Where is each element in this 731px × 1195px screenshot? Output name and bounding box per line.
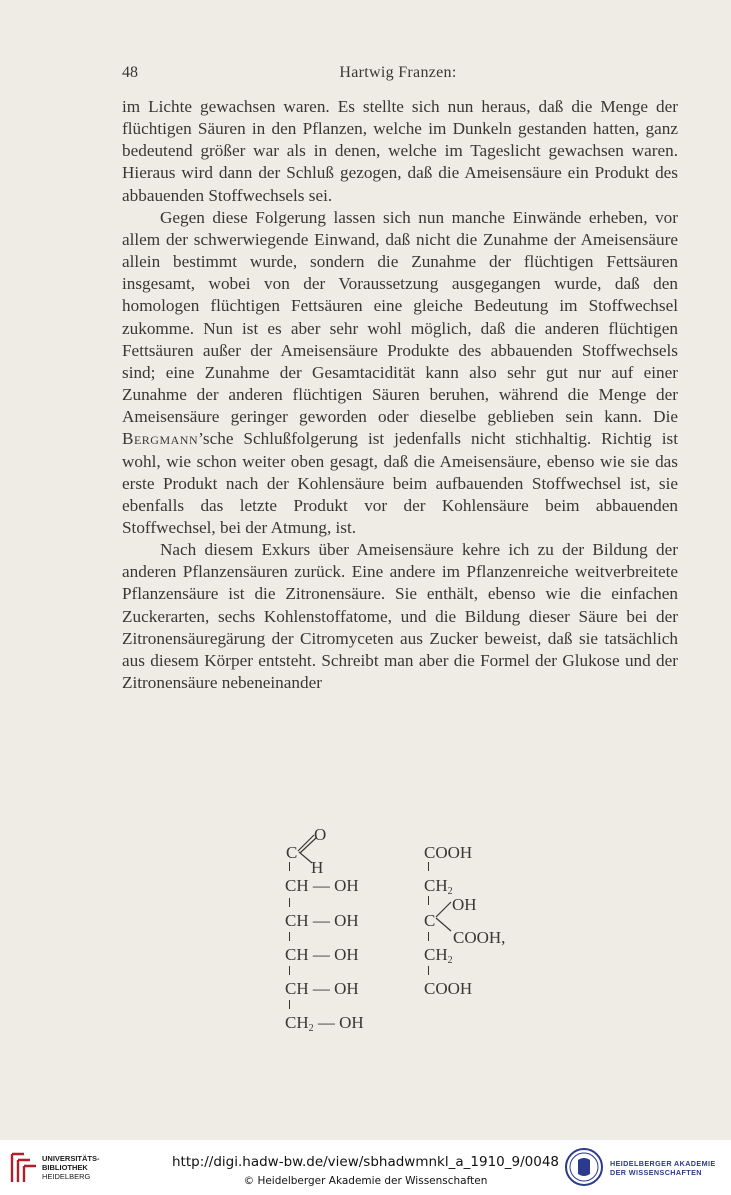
glucose-aldehyde-hydrogen: H — [311, 858, 324, 877]
body-text — [122, 96, 678, 694]
citric-middle-cooh: COOH, — [453, 928, 506, 947]
citric-ch2-lower: $CH_2$ — [424, 945, 453, 966]
chemical-formulas — [270, 820, 550, 1040]
page-number: 48 — [122, 64, 138, 81]
running-head: Hartwig Franzen: — [339, 64, 457, 81]
glucose-terminal-group: $CH_2$ — OH — [285, 1013, 364, 1034]
citric-ch2-upper: $CH_2$ — [424, 876, 453, 897]
citric-hydroxyl: OH — [452, 895, 477, 914]
citric-top-cooh: COOH — [424, 843, 473, 862]
glucose-chain-2: CH — OH — [285, 911, 359, 930]
glucose-aldehyde-carbon: C — [286, 843, 298, 862]
glucose-chain-3: CH — OH — [285, 945, 359, 964]
glucose-aldehyde-oxygen: O — [314, 825, 327, 844]
glucose-chain-4: CH — OH — [285, 979, 359, 998]
citric-central-carbon: C — [424, 911, 436, 930]
glucose-chain-1: CH — OH — [285, 876, 359, 895]
paragraph-2: Gegen diese Folgerung lassen sich nun manche Einwände erheben, vor allem der schwerwiegende Einwand, daß nicht die Zunahme der Ameisensäure allein bestimmt wurde, sondern die Zunahme der flüchtigen Fettsäuren insgesamt, wobei von der Voraussetzung ausgegangen wurde, daß den homologen flüchtigen Fettsäuren eine gleiche Bedeutung im Stoffwechsel zukomme. Nun ist es aber sehr wohl möglich, daß die anderen flüchtigen Fettsäuren außer der Ameisensäure Produkte des abbauenden Stoffwechsels sind; eine Zunahme der Gesamtacidität kann also sehr gut nur auf einer Zunahme der anderen flüchtigen Säuren beruhen, während die Menge der Ameisensäure geringer geworden oder dieselbe geblieben sein kann. Die Bergmann’sche Schlußfolgerung ist jedenfalls nicht stichhaltig. Richtig ist wohl, wie schon weiter oben gesagt, daß die Ameisensäure, ebenso wie sie das erste Produkt nach der Kohlensäure beim aufbauenden Stoffwechsel ist, sie ebenfalls das letzte Produkt vor der Kohlensäure beim abbauenden Stoffwechsel, bei der Atmung, ist. — [122, 207, 678, 537]
copyright-notice: © Heidelberger Akademie der Wissenschaften — [243, 1175, 488, 1187]
paragraph-1: im Lichte gewachsen waren. Es stellte sich nun heraus, daß die Menge der flüchtigen Säuren in den Pflanzen, welche im Dunkeln gestanden hatten, ganz bedeutend größer war als in denen, welche im Tageslicht gewachsen waren. Hieraus wird dann der Schluß gezogen, daß die Ameisensäure ein Produkt des abbauenden Stoffwechsels sei. — [122, 97, 678, 205]
paragraph-3: Nach diesem Exkurs über Ameisensäure kehre ich zu der Bildung der anderen Pflanzensäuren zurück. Eine andere im Pflanzenreiche weitverbreitete Pflanzensäure ist die Zitronensäure. Sie enthält, ebenso wie die einfachen Zuckerarten, sechs Kohlenstoffatome, und die Bildung dieser Säure bei der Zitronensäuregärung der Citromyceten aus Zucker beweist, daß sie tatsächlich aus diesem Körper entsteht. Schreibt man aber die Formel der Glukose und der Zitronensäure nebeneinander — [122, 540, 678, 693]
viewer-footer — [0, 1140, 731, 1195]
university-library-name: UNIVERSITÄTS- BIBLIOTHEK HEIDELBERG — [42, 1154, 100, 1181]
page-header — [118, 64, 678, 86]
academy-name: HEIDELBERGER AKADEMIE DER WISSENSCHAFTEN — [610, 1159, 716, 1177]
academy-seal-icon — [564, 1146, 604, 1188]
citric-bottom-cooh: COOH — [424, 979, 473, 998]
document-url[interactable]: http://digi.hadw-bw.de/view/sbhadwmnkl_a_1910_9/0048 — [171, 1154, 559, 1170]
